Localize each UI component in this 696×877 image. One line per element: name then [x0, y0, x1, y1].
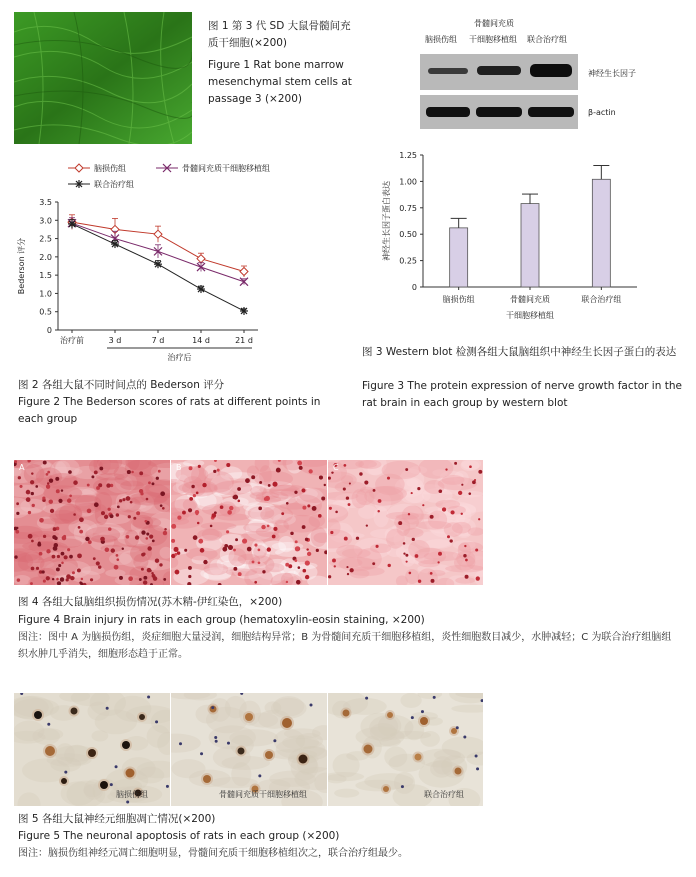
blot-lane-3: 联合治疗组	[527, 35, 567, 44]
fig3-caption-en: Figure 3 The protein expression of nerve growth factor in the rat brain in each group by western blot	[362, 380, 682, 409]
y-tick-label-7: 3.5	[39, 198, 52, 207]
fig4-label-a: A	[19, 463, 25, 472]
fig4-note: 图注：图中 A 为脑损伤组，炎症细胞大量浸润，细胞结构异常；B 为骨髓间充质干细胞移植组，炎性细胞数目减少，水肿减轻；C 为联合治疗组脑组织水肿几乎消失，细胞形态趋于正常。	[18, 632, 672, 660]
fig5-label-2: 骨髓间充质干细胞移植组	[219, 790, 307, 799]
fig4-caption-en: Figure 4 Brain injury in rats in each group (hematoxylin-eosin staining, ×200)	[18, 614, 425, 626]
series-2-point-3	[197, 285, 205, 293]
series-2-point-4	[240, 307, 248, 315]
bar-y-axis-label: 神经生长因子蛋白表达	[382, 181, 391, 261]
fig5-label-1: 脑损伤组	[116, 790, 148, 799]
fig5-caption-en: Figure 5 The neuronal apoptosis of rats in each group (×200)	[18, 830, 340, 842]
fig5-caption-cn: 图 5 各组大鼠神经元细胞凋亡情况(×200)	[18, 813, 216, 825]
fig4-label-c: C	[333, 463, 339, 472]
legend-marker-0	[75, 164, 83, 172]
fig4-panel-b	[171, 460, 327, 585]
x-tick-label-1: 3 d	[108, 336, 122, 345]
y-axis-label: Bederson 评分	[17, 237, 26, 295]
fig2-line-chart	[10, 152, 270, 377]
legend-label-2: 联合治疗组	[94, 180, 134, 189]
fig4-caption-cn: 图 4 各组大鼠脑组织损伤情况(苏木精-伊红染色，×200)	[18, 596, 283, 608]
legend-marker-2	[75, 180, 83, 188]
fig1-caption-cn: 图 1 第 3 代 SD 大鼠骨髓间充质干细胞(×200)	[208, 20, 351, 49]
legend-label-0: 脑损伤组	[94, 164, 126, 173]
bar-y-tick-label-1: 0.25	[399, 256, 417, 266]
bar-0	[450, 228, 468, 287]
fig5-label-3: 联合治疗组	[424, 790, 464, 799]
bar-x-label-0: 脑损伤组	[442, 295, 475, 304]
x-tick-label-4: 21 d	[235, 336, 253, 345]
blot-ngf	[420, 54, 578, 90]
series-2-point-2	[154, 260, 162, 268]
y-tick-label-3: 1.5	[39, 271, 52, 281]
blot-actin	[420, 95, 578, 129]
fig1-micrograph	[14, 12, 192, 144]
bar-1	[521, 204, 539, 287]
blot-header-top: 骨髓间充质	[474, 19, 514, 28]
bar-y-tick-label-2: 0.50	[399, 230, 417, 240]
blot-row-actin: β-actin	[588, 108, 616, 117]
x-group-label: 治疗后	[167, 353, 192, 362]
bar-x-sublabel-1: 干细胞移植组	[506, 311, 554, 320]
y-tick-label-2: 1.0	[39, 289, 52, 299]
fig5-panel-2	[171, 693, 327, 806]
y-tick-label-0: 0	[46, 326, 52, 335]
x-tick-label-2: 7 d	[151, 336, 165, 345]
fig1-cell-texture	[14, 12, 192, 144]
series-0-point-3	[197, 255, 205, 263]
y-tick-label-1: 0.5	[39, 307, 52, 317]
y-tick-label-5: 2.5	[39, 234, 52, 244]
series-0-point-2	[154, 230, 162, 238]
legend-label-1: 骨髓间充质干细胞移植组	[182, 164, 270, 173]
bar-y-tick-label-5: 1.25	[399, 151, 417, 160]
fig1-caption-en: Figure 1 Rat bone marrow mesenchymal stem cells at passage 3 (×200)	[208, 59, 352, 105]
fig5-note: 图注：脑损伤组神经元凋亡细胞明显，骨髓间充质干细胞移植组次之，联合治疗组最少。	[18, 848, 408, 859]
bar-2	[592, 179, 610, 287]
series-2-point-1	[111, 240, 119, 248]
blot-row-ngf: 神经生长因子	[588, 69, 636, 78]
series-0-point-4	[240, 267, 248, 275]
bar-y-tick-label-4: 1.00	[399, 177, 417, 187]
fig5-panel-3	[328, 693, 483, 806]
y-tick-label-6: 3.0	[39, 216, 52, 226]
fig4-panel-a	[14, 460, 170, 585]
series-2-point-0	[68, 220, 76, 228]
fig2-caption-en: Figure 2 The Bederson scores of rats at different points in each group	[18, 396, 321, 425]
blot-lane-2: 干细胞移植组	[469, 35, 517, 44]
bar-y-tick-label-0: 0	[411, 283, 417, 292]
fig3-caption-cn: 图 3 Western blot 检测各组大鼠脑组织中神经生长因子蛋白的表达	[362, 346, 677, 358]
x-tick-label-3: 14 d	[192, 336, 210, 345]
y-tick-label-4: 2.0	[39, 252, 52, 262]
fig4-panel-c	[328, 460, 483, 585]
fig5-panel-1	[14, 693, 170, 806]
blot-lane-1: 脑损伤组	[425, 35, 457, 44]
fig3-bar-chart	[375, 145, 645, 330]
fig2-caption-cn: 图 2 各组大鼠不同时间点的 Bederson 评分	[18, 379, 225, 391]
bar-x-label-2: 联合治疗组	[581, 295, 622, 304]
bar-x-label-1: 骨髓间充质	[510, 295, 550, 304]
fig4-label-b: B	[176, 463, 182, 472]
x-tick-label-0: 治疗前	[60, 336, 84, 345]
bar-y-tick-label-3: 0.75	[399, 203, 417, 213]
